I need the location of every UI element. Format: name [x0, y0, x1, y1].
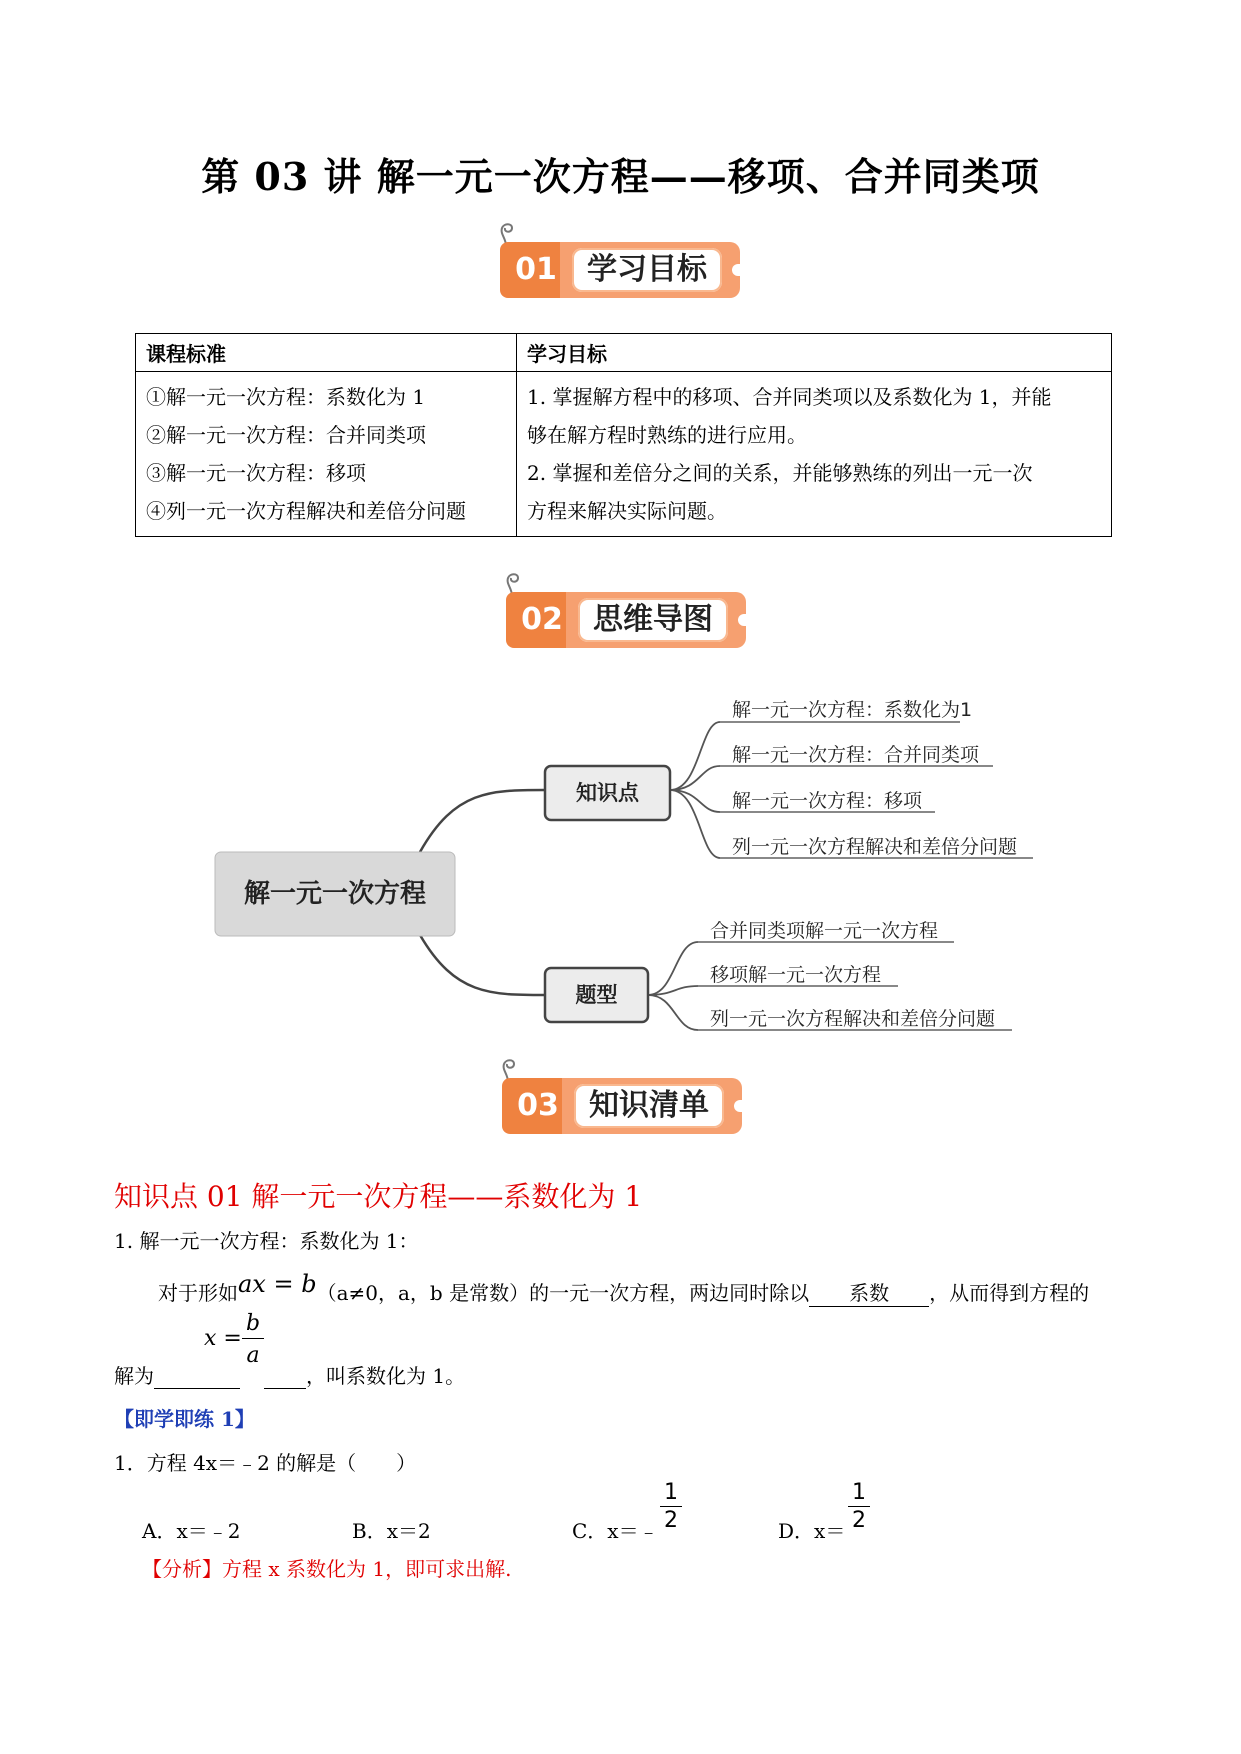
fraction-lhs: x =	[204, 1326, 242, 1351]
banner-label: 知识清单	[589, 1088, 709, 1123]
mindmap-leaf: 列一元一次方程解决和差倍分问题	[710, 1008, 996, 1030]
solution-line: 解为	[114, 1360, 240, 1389]
standard-item: ②解一元一次方程：合并同类项	[146, 423, 426, 447]
formula: ax = b	[238, 1270, 317, 1298]
banner-number: 03	[517, 1088, 559, 1123]
mindmap-branch-types: 题型	[575, 983, 618, 1007]
knowledge-heading: 知识点 01 解一元一次方程——系数化为 1	[114, 1180, 643, 1213]
practice-tag: 【即学即练 1】	[114, 1407, 255, 1431]
knowledge-item-title: 1. 解一元一次方程：系数化为 1：	[114, 1229, 419, 1253]
banner-number: 01	[515, 252, 557, 287]
solution-tail: ，叫系数化为 1。	[264, 1360, 465, 1389]
question-text: 1．方程 4x＝﹣2 的解是（ ）	[114, 1451, 417, 1475]
standard-item: ④列一元一次方程解决和差倍分问题	[146, 499, 466, 523]
banner-label: 思维导图	[593, 602, 713, 637]
mindmap-leaf: 解一元一次方程：系数化为1	[732, 699, 973, 721]
option-b: B．x＝2	[352, 1519, 431, 1543]
option-c-numerator: 1	[660, 1480, 682, 1507]
mindmap-leaf: 移项解一元一次方程	[710, 964, 882, 986]
banner-number: 02	[521, 602, 563, 637]
section-banner-03	[502, 1072, 742, 1134]
option-d-numerator: 1	[848, 1480, 870, 1507]
option-d-denominator: 2	[852, 1508, 866, 1533]
table-header-standard: 课程标准	[136, 334, 517, 372]
fraction-numerator: b	[242, 1310, 264, 1339]
page-title: 第 03 讲 解一元一次方程——移项、合并同类项	[201, 154, 1040, 199]
standard-item: ①解一元一次方程：系数化为 1	[146, 385, 426, 409]
fraction-denominator: a	[246, 1343, 260, 1368]
banner-label: 学习目标	[587, 252, 707, 287]
standard-item: ③解一元一次方程：移项	[146, 461, 366, 485]
option-c-denominator: 2	[664, 1508, 678, 1533]
analysis-text: 【分析】方程 x 系数化为 1，即可求出解.	[142, 1557, 512, 1581]
goal-line: 够在解方程时熟练的进行应用。	[527, 423, 807, 447]
blank-answer: 系数	[809, 1277, 929, 1307]
mindmap-leaf: 解一元一次方程：合并同类项	[732, 744, 980, 766]
goal-line: 方程来解决实际问题。	[527, 499, 727, 523]
option-c: C．x＝﹣	[572, 1519, 659, 1543]
mindmap-leaf: 解一元一次方程：移项	[732, 790, 923, 812]
goal-line: 1. 掌握解方程中的移项、合并同类项以及系数化为 1，并能	[527, 385, 1052, 409]
mindmap-branch-knowledge: 知识点	[576, 781, 639, 805]
option-d: D．x＝	[778, 1519, 846, 1543]
definition-paragraph: 对于形如ax = b（a≠0，a，b 是常数）的一元一次方程，两边同时除以 系数 ，从而得到方程的	[158, 1270, 1090, 1305]
mindmap-leaf: 合并同类项解一元一次方程	[710, 920, 939, 942]
option-a: A．x＝﹣2	[142, 1519, 241, 1543]
table-header-goal: 学习目标	[517, 334, 1112, 372]
mindmap-root: 解一元一次方程	[243, 879, 426, 909]
mindmap-leaf: 列一元一次方程解决和差倍分问题	[732, 836, 1018, 858]
goal-line: 2. 掌握和差倍分之间的关系，并能够熟练的列出一元一次	[527, 461, 1033, 485]
